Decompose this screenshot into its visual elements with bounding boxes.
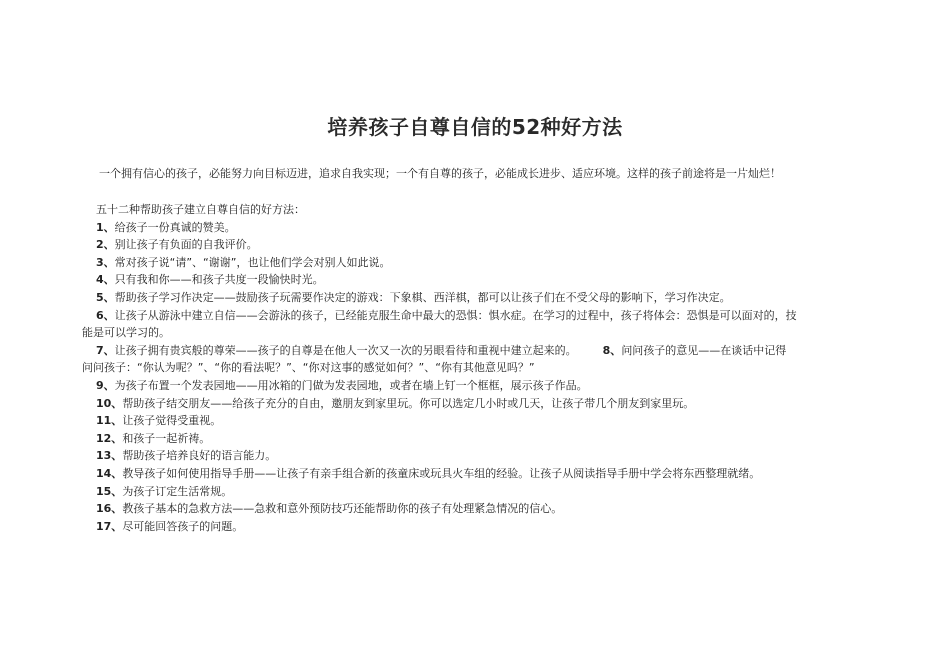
item-number: 15、: [96, 484, 123, 498]
item-text: 只有我和你——和孩子共度一段愉快时光。: [114, 273, 324, 287]
list-item: [82, 483, 842, 501]
item-number: 2、: [96, 238, 115, 252]
list-item: [82, 395, 842, 413]
item-number: 9、: [96, 378, 115, 392]
list-item: [82, 219, 842, 237]
item-number: 3、: [96, 255, 115, 269]
list-item: [82, 236, 842, 254]
item-number: 11、: [96, 414, 123, 428]
item-number: 5、: [96, 290, 115, 304]
document-title: 培养孩子自尊自信的52种好方法: [327, 115, 623, 139]
item-number: 8、: [602, 343, 622, 357]
item-text: 和孩子一起祈祷。: [122, 431, 211, 445]
list-item: [82, 254, 842, 272]
item-text: 帮助孩子培养良好的语言能力。: [122, 449, 277, 463]
item-number: 6、: [96, 308, 115, 322]
item-text: 别让孩子有负面的自我评价。: [114, 238, 258, 252]
list-item-continuation: 能是可以学习的。: [82, 326, 170, 340]
intro-paragraph: 一个拥有信心的孩子，必能努力向目标迈进，追求自我实现；一个有自尊的孩子，必能成长进步、适应环境。这样的孩子前途将是一片灿烂！: [99, 167, 781, 180]
list-item: [82, 447, 842, 465]
item-number: 1、: [96, 220, 115, 234]
item-text: 让孩子觉得受重视。: [122, 414, 222, 428]
list-item: [82, 518, 842, 536]
item-number: 12、: [96, 431, 123, 445]
item-number: 13、: [96, 449, 123, 463]
list-item: [82, 412, 842, 430]
item-text: 为孩子布置一个发表园地——用冰箱的门做为发表园地，或者在墙上钉一个框框，展示孩子作品。: [114, 378, 588, 392]
list-item: [82, 271, 842, 289]
item-number: 17、: [96, 519, 123, 533]
list-item: [82, 430, 842, 448]
item-number: 7、: [96, 343, 115, 357]
item-text: 问问孩子的意见——在谈话中记得: [621, 343, 787, 357]
list-item: [82, 500, 842, 518]
item-text: 尽可能回答孩子的问题。: [122, 519, 244, 533]
list-item: [82, 289, 842, 307]
item-text: 给孩子一份真诚的赞美。: [114, 220, 236, 234]
list-item: [82, 377, 842, 395]
item-text: 为孩子订定生活常规。: [122, 484, 233, 498]
list-item: [82, 307, 842, 325]
list-item: [82, 342, 842, 360]
item-text: 帮助孩子学习作决定——鼓励孩子玩需要作决定的游戏：下象棋、西洋棋，都可以让孩子们在不受父母的影响下，学习作决定。: [114, 290, 731, 304]
item-number: 14、: [96, 466, 123, 480]
item-number: 16、: [96, 502, 123, 516]
item-text: 教导孩子如何使用指导手册——让孩子有亲手组合新的孩童床或玩具火车组的经验。让孩子从阅读指导手册中学会将东西整理就绪。: [122, 466, 761, 480]
item-text: 教孩子基本的急救方法——急救和意外预防技巧还能帮助你的孩子有处理紧急情况的信心。: [122, 502, 563, 516]
methods-list: [82, 201, 842, 535]
list-item-continuation: 问问孩子：“你认为呢？”、“你的看法呢？”、“你对这事的感觉如何？”、“你有其他意见吗？”: [82, 361, 535, 375]
item-text: 让孩子拥有贵宾般的尊荣——孩子的自尊是在他人一次又一次的另眼看待和重视中建立起来的。: [114, 343, 577, 357]
item-text: 帮助孩子结交朋友——给孩子充分的自由，邀朋友到家里玩。你可以选定几小时或几天，让孩子带几个朋友到家里玩。: [122, 396, 695, 410]
item-number: 4、: [96, 273, 115, 287]
item-number: 10、: [96, 396, 123, 410]
item-text: 让孩子从游泳中建立自信——会游泳的孩子，已经能克服生命中最大的恐惧：惧水症。在学习的过程中，孩子将体会：恐惧是可以面对的，技: [114, 308, 797, 322]
list-item: [82, 465, 842, 483]
item-text: 常对孩子说“请”、“谢谢”，也让他们学会对别人如此说。: [114, 255, 391, 269]
list-heading: 五十二种帮助孩子建立自尊自信的好方法：: [96, 203, 305, 216]
